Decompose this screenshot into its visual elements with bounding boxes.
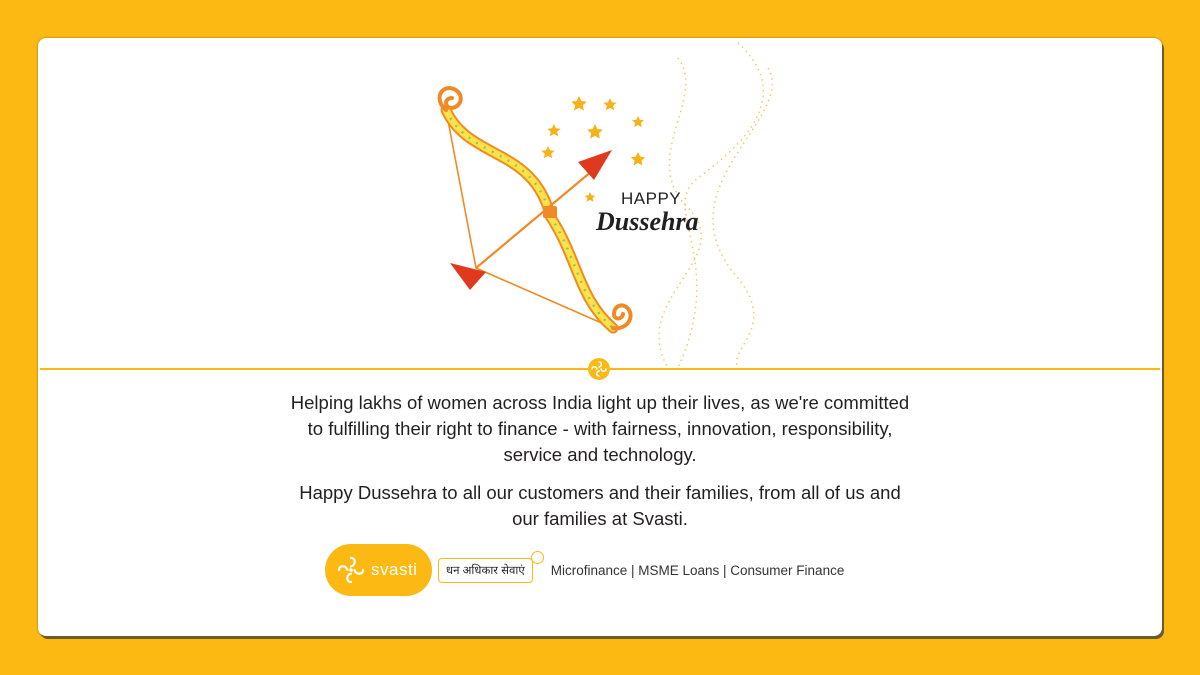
star-icon [541, 146, 554, 158]
brand-footer [325, 543, 844, 597]
greeting-happy: HAPPY [621, 189, 682, 208]
greeting-festival: Dussehra [596, 207, 699, 236]
message-paragraph-1: Helping lakhs of women across India light up their lives, as we're committed to fulfilling their right to finance - with fairness, innovation, responsibility, service and technology. [290, 392, 910, 465]
services-list: Microfinance | MSME Loans | Consumer Finance [550, 562, 845, 578]
star-icon [585, 192, 596, 202]
svasti-emblem-icon [335, 554, 367, 586]
logo-wordmark: svasti [371, 560, 418, 579]
tagline-bubble-dot [531, 551, 544, 564]
svasti-logo [325, 544, 432, 596]
star-icon [587, 124, 603, 139]
star-icon [632, 116, 644, 127]
greeting-card [38, 38, 1162, 636]
tagline-badge [438, 554, 533, 586]
message-block [38, 390, 1162, 532]
star-icon [571, 96, 587, 111]
tagline-text: धन अधिकार सेवाएं [438, 558, 533, 583]
star-icon [547, 124, 560, 136]
star-icon [631, 152, 645, 166]
bow-and-arrow-illustration [38, 38, 1162, 368]
star-icon [603, 98, 616, 110]
svasti-emblem-icon [588, 358, 610, 380]
message-paragraph-2: Happy Dussehra to all our customers and their families, from all of us and our families at Svasti. [299, 482, 901, 529]
